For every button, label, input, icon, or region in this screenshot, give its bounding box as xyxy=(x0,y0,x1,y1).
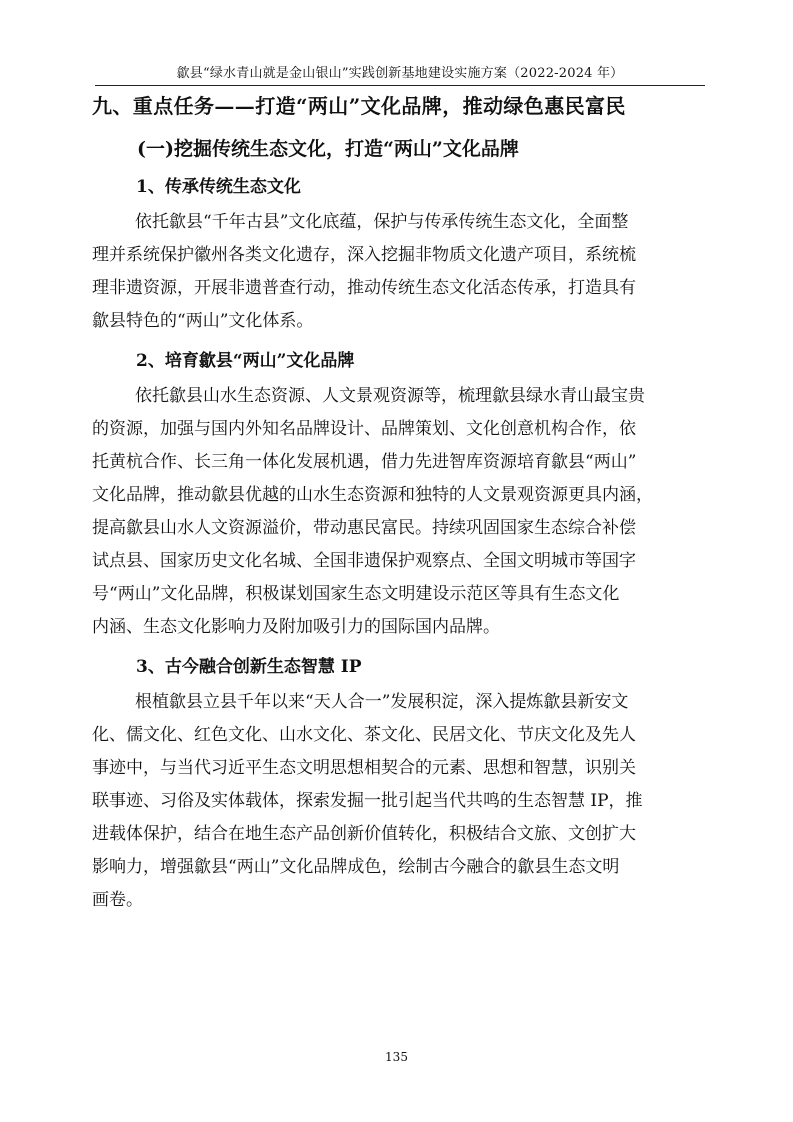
paragraph-line: 依托歙县“千年古县”文化底蕴，保护与传承传统生态文化，全面整 xyxy=(135,212,629,232)
header-rule xyxy=(95,85,705,86)
paragraph-line: 号“两山”文化品牌，积极谋划国家生态文明建设示范区等具有生态文化 xyxy=(92,584,620,604)
page-body xyxy=(92,90,710,923)
subsection-title-3: 3、古今融合创新生态智慧 IP xyxy=(136,657,362,677)
paragraph-line: 托黄杭合作、长三角一体化发展机遇，借力先进智库资源培育歙县“两山” xyxy=(92,452,637,472)
paragraph-line: 歙县特色的“两山”文化体系。 xyxy=(92,311,314,331)
paragraph-line: 进载体保护，结合在地生态产品创新价值转化，积极结合文旅、文创扩大 xyxy=(92,824,636,844)
paragraph-line: 理并系统保护徽州各类文化遗存，深入挖掘非物质文化遗产项目，系统梳 xyxy=(92,245,636,265)
paragraph-line: 影响力，增强歙县“两山”文化品牌成色，绘制古今融合的歙县生态文明 xyxy=(92,857,620,877)
subsection-title-1: 1、传承传统生态文化 xyxy=(136,177,301,197)
paragraph-line: 事迹中，与当代习近平生态文明思想相契合的元素、思想和智慧，识别关 xyxy=(92,758,636,778)
paragraph-line: 理非遗资源，开展非遗普查行动，推动传统生态文化活态传承，打造具有 xyxy=(92,278,636,298)
paragraph-line: 根植歙县立县千年以来“天人合一”发展积淀，深入提炼歙县新安文 xyxy=(135,692,629,712)
paragraph-line: 画卷。 xyxy=(92,890,143,910)
paragraph-2 xyxy=(92,380,710,644)
paragraph-1 xyxy=(92,206,710,338)
paragraph-line: 试点县、国家历史文化名城、全国非遗保护观察点、全国文明城市等国字 xyxy=(92,551,636,571)
paragraph-line: 的资源，加强与国内外知名品牌设计、品牌策划、文化创意机构合作，依 xyxy=(92,419,636,439)
paragraph-line: 依托歙县山水生态资源、人文景观资源等，梳理歙县绿水青山最宝贵 xyxy=(135,386,645,406)
paragraph-3 xyxy=(92,686,710,917)
chapter-title: 九、重点任务——打造“两山”文化品牌，推动绿色惠民富民 xyxy=(92,94,626,118)
paragraph-line: 内涵、生态文化影响力及附加吸引力的国际国内品牌。 xyxy=(92,617,500,637)
paragraph-line: 化、儒文化、红色文化、山水文化、茶文化、民居文化、节庆文化及先人 xyxy=(92,725,636,745)
section-title: (一)挖掘传统生态文化，打造“两山”文化品牌 xyxy=(137,138,519,160)
running-header: 歙县“绿水青山就是金山银山”实践创新基地建设实施方案（2022-2024 年） xyxy=(176,66,624,81)
subsection-title-2: 2、培育歙县“两山”文化品牌 xyxy=(136,351,355,371)
paragraph-line: 联事迹、习俗及实体载体，探索发掘一批引起当代共鸣的生态智慧 IP，推 xyxy=(92,791,643,811)
paragraph-line: 提高歙县山水人文资源溢价，带动惠民富民。持续巩固国家生态综合补偿 xyxy=(92,518,636,538)
paragraph-line: 文化品牌，推动歙县优越的山水生态资源和独特的人文景观资源更具内涵， xyxy=(92,485,653,505)
page-number: 135 xyxy=(385,1050,408,1064)
